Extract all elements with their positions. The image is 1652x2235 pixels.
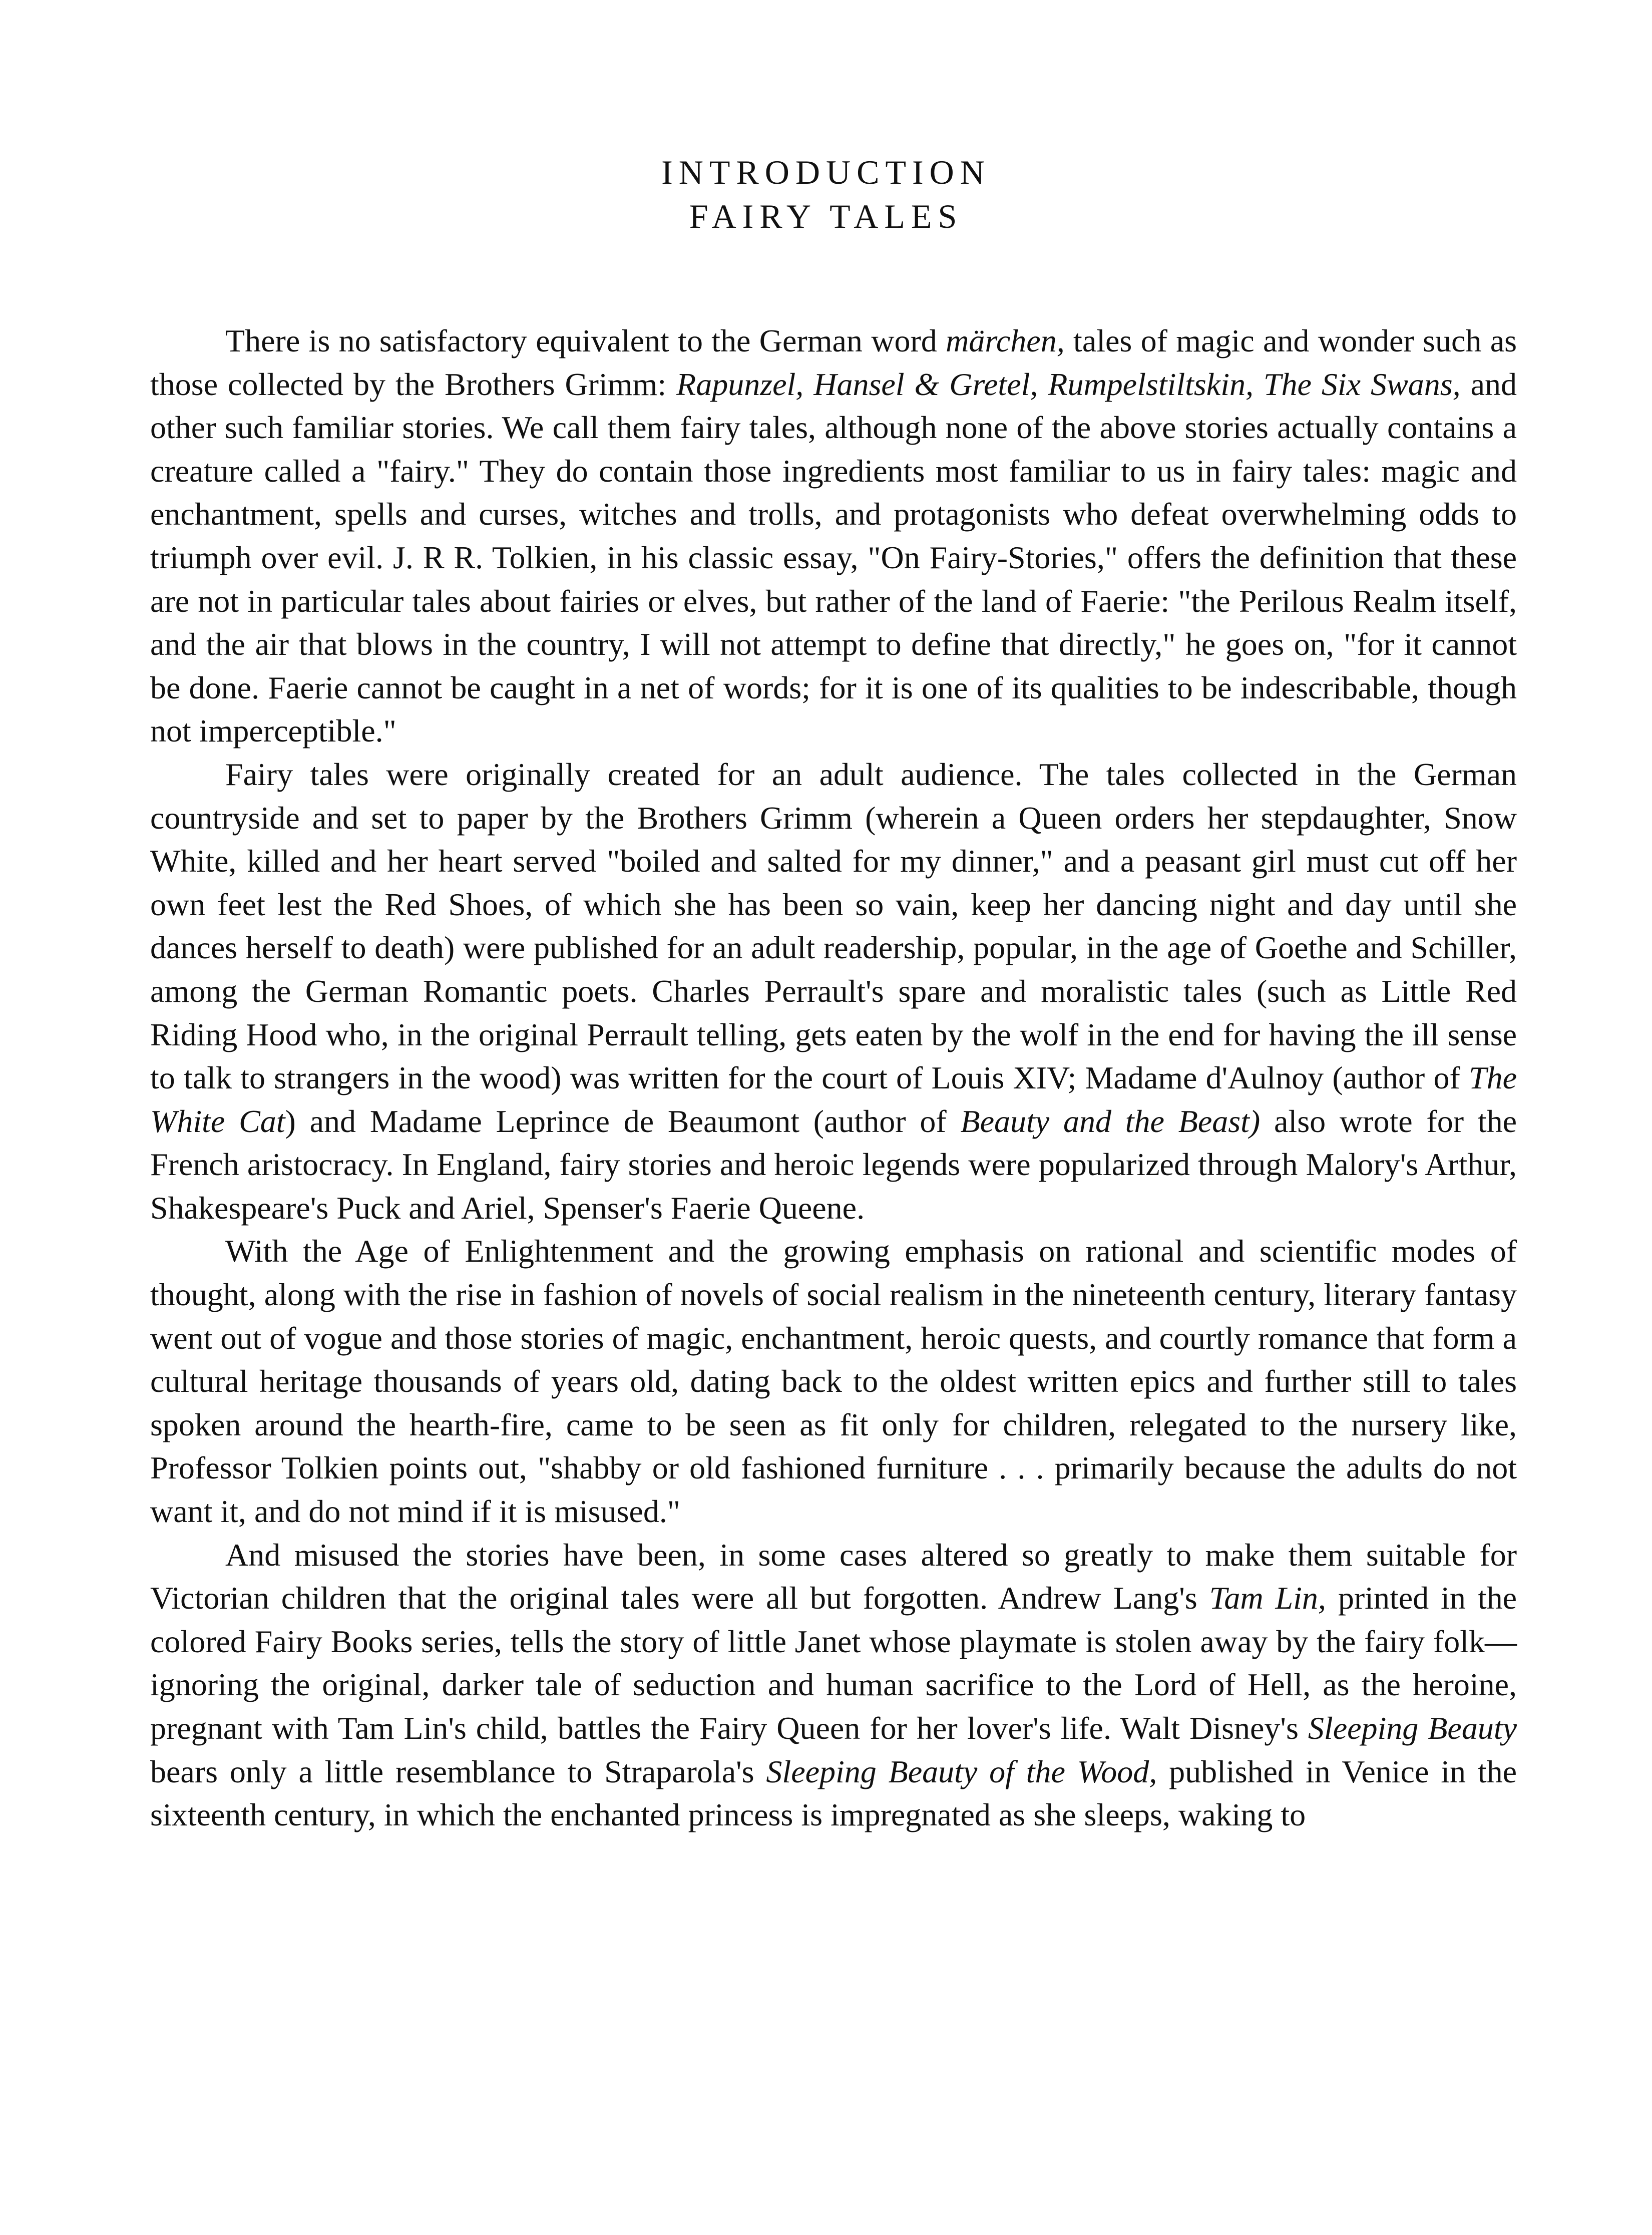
paragraph	[150, 753, 1517, 1230]
text-segment: With the Age of Enlightenment and the growing emphasis on rational and scientific modes of thought, along with the rise in fashion of novels of social realism in the nineteenth century, literary fantasy went out of vogue and those stories of magic, enchantment, heroic quests, and courtly romance that form a cultural heritage thousands of years old, dating back to the oldest written epics and further still to tales spoken around the hearth-fire, came to be seen as fit only for children, relegated to the nursery like, Professor Tolkien points out, "shabby or old fashioned furniture . . . primarily because the adults do not want it, and do not mind if it is misused."	[150, 1233, 1517, 1530]
italic-segment: märchen,	[946, 323, 1065, 358]
paragraph	[150, 1230, 1517, 1533]
text-segment: There is no satisfactory equivalent to the German word	[225, 323, 946, 358]
text-segment: ) and Madame Leprince de Beaumont (author of	[285, 1103, 961, 1139]
paragraph	[150, 1534, 1517, 1837]
text-segment: And misused the stories have been, in some cases altered so greatly to make them suitable for Victorian children that the original tales were all but forgotten. Andrew Lang's	[150, 1537, 1517, 1616]
italic-segment: Sleeping Beauty of the Wood,	[766, 1753, 1157, 1789]
italic-segment: Rapunzel, Hansel & Gretel, Rumpelstiltskin, The Six Swans,	[676, 366, 1461, 402]
text-segment: and other such familiar stories. We call them fairy tales, although none of the above stories actually contains a creature called a "fairy." They do contain those ingredients most familiar to us in fairy tales: magic and enchantment, spells and curses, witches and trolls, and protagonists who defeat overwhelming odds to triumph over evil. J. R R. Tolkien, in his classic essay, "On Fairy-Stories," offers the definition that these are not in particular tales about fairies or elves, but rather of the land of Faerie: "the Perilous Realm itself, and the air that blows in the country, I will not attempt to define that directly," he goes on, "for it cannot be done. Faerie cannot be caught in a net of words; for it is one of its qualities to be indescribable, though not imperceptible."	[150, 366, 1517, 749]
heading-line-introduction: INTRODUCTION	[661, 153, 991, 191]
italic-segment: Sleeping Beauty	[1308, 1710, 1517, 1746]
text-segment: Fairy tales were originally created for an adult audience. The tales collected in the German countryside and set to paper by the Brothers Grimm (wherein a Queen orders her stepdaughter, Snow White, killed and her heart served "boiled and salted for my dinner," and a peasant girl must cut off her own feet lest the Red Shoes, of which she has been so vain, keep her dancing night and day until she dances herself to death) were published for an adult readership, popular, in the age of Goethe and Schiller, among the German Romantic poets. Charles Perrault's spare and moralistic tales (such as Little Red Riding Hood who, in the original Perrault telling, gets eaten by the wolf in the end for having the ill sense to talk to strangers in the wood) was written for the court of Louis XIV; Madame d'Aulnoy (author of	[150, 756, 1517, 1096]
italic-segment: Tam Lin,	[1209, 1580, 1326, 1616]
text-segment: also wrote for the French aristocracy. In England, fairy stories and heroic legends were popularized through Malory's Arthur, Shakespeare's Puck and Ariel, Spenser's Faerie Queene.	[150, 1103, 1517, 1226]
text-segment: published in Venice in the sixteenth century, in which the enchanted princess is impregnated as she sleeps, waking to	[150, 1753, 1517, 1833]
heading-line-fairy-tales: FAIRY TALES	[689, 197, 963, 235]
body-text	[150, 319, 1517, 1837]
paragraph	[150, 319, 1517, 753]
text-segment: bears only a little resemblance to Straparola's	[150, 1753, 766, 1789]
italic-segment: Beauty and the Beast)	[960, 1103, 1261, 1139]
page-heading	[0, 150, 1652, 238]
text-segment: tales of magic and wonder such as those collected by the Brothers Grimm:	[150, 323, 1517, 402]
italic-segment: The White Cat	[150, 1060, 1517, 1139]
text-segment: printed in the colored Fairy Books series, tells the story of little Janet whose playmate is stolen away by the fairy folk—ignoring the original, darker tale of seduction and human sacrifice to the Lord of Hell, as the heroine, pregnant with Tam Lin's child, battles the Fairy Queen for her lover's life. Walt Disney's	[150, 1580, 1517, 1746]
